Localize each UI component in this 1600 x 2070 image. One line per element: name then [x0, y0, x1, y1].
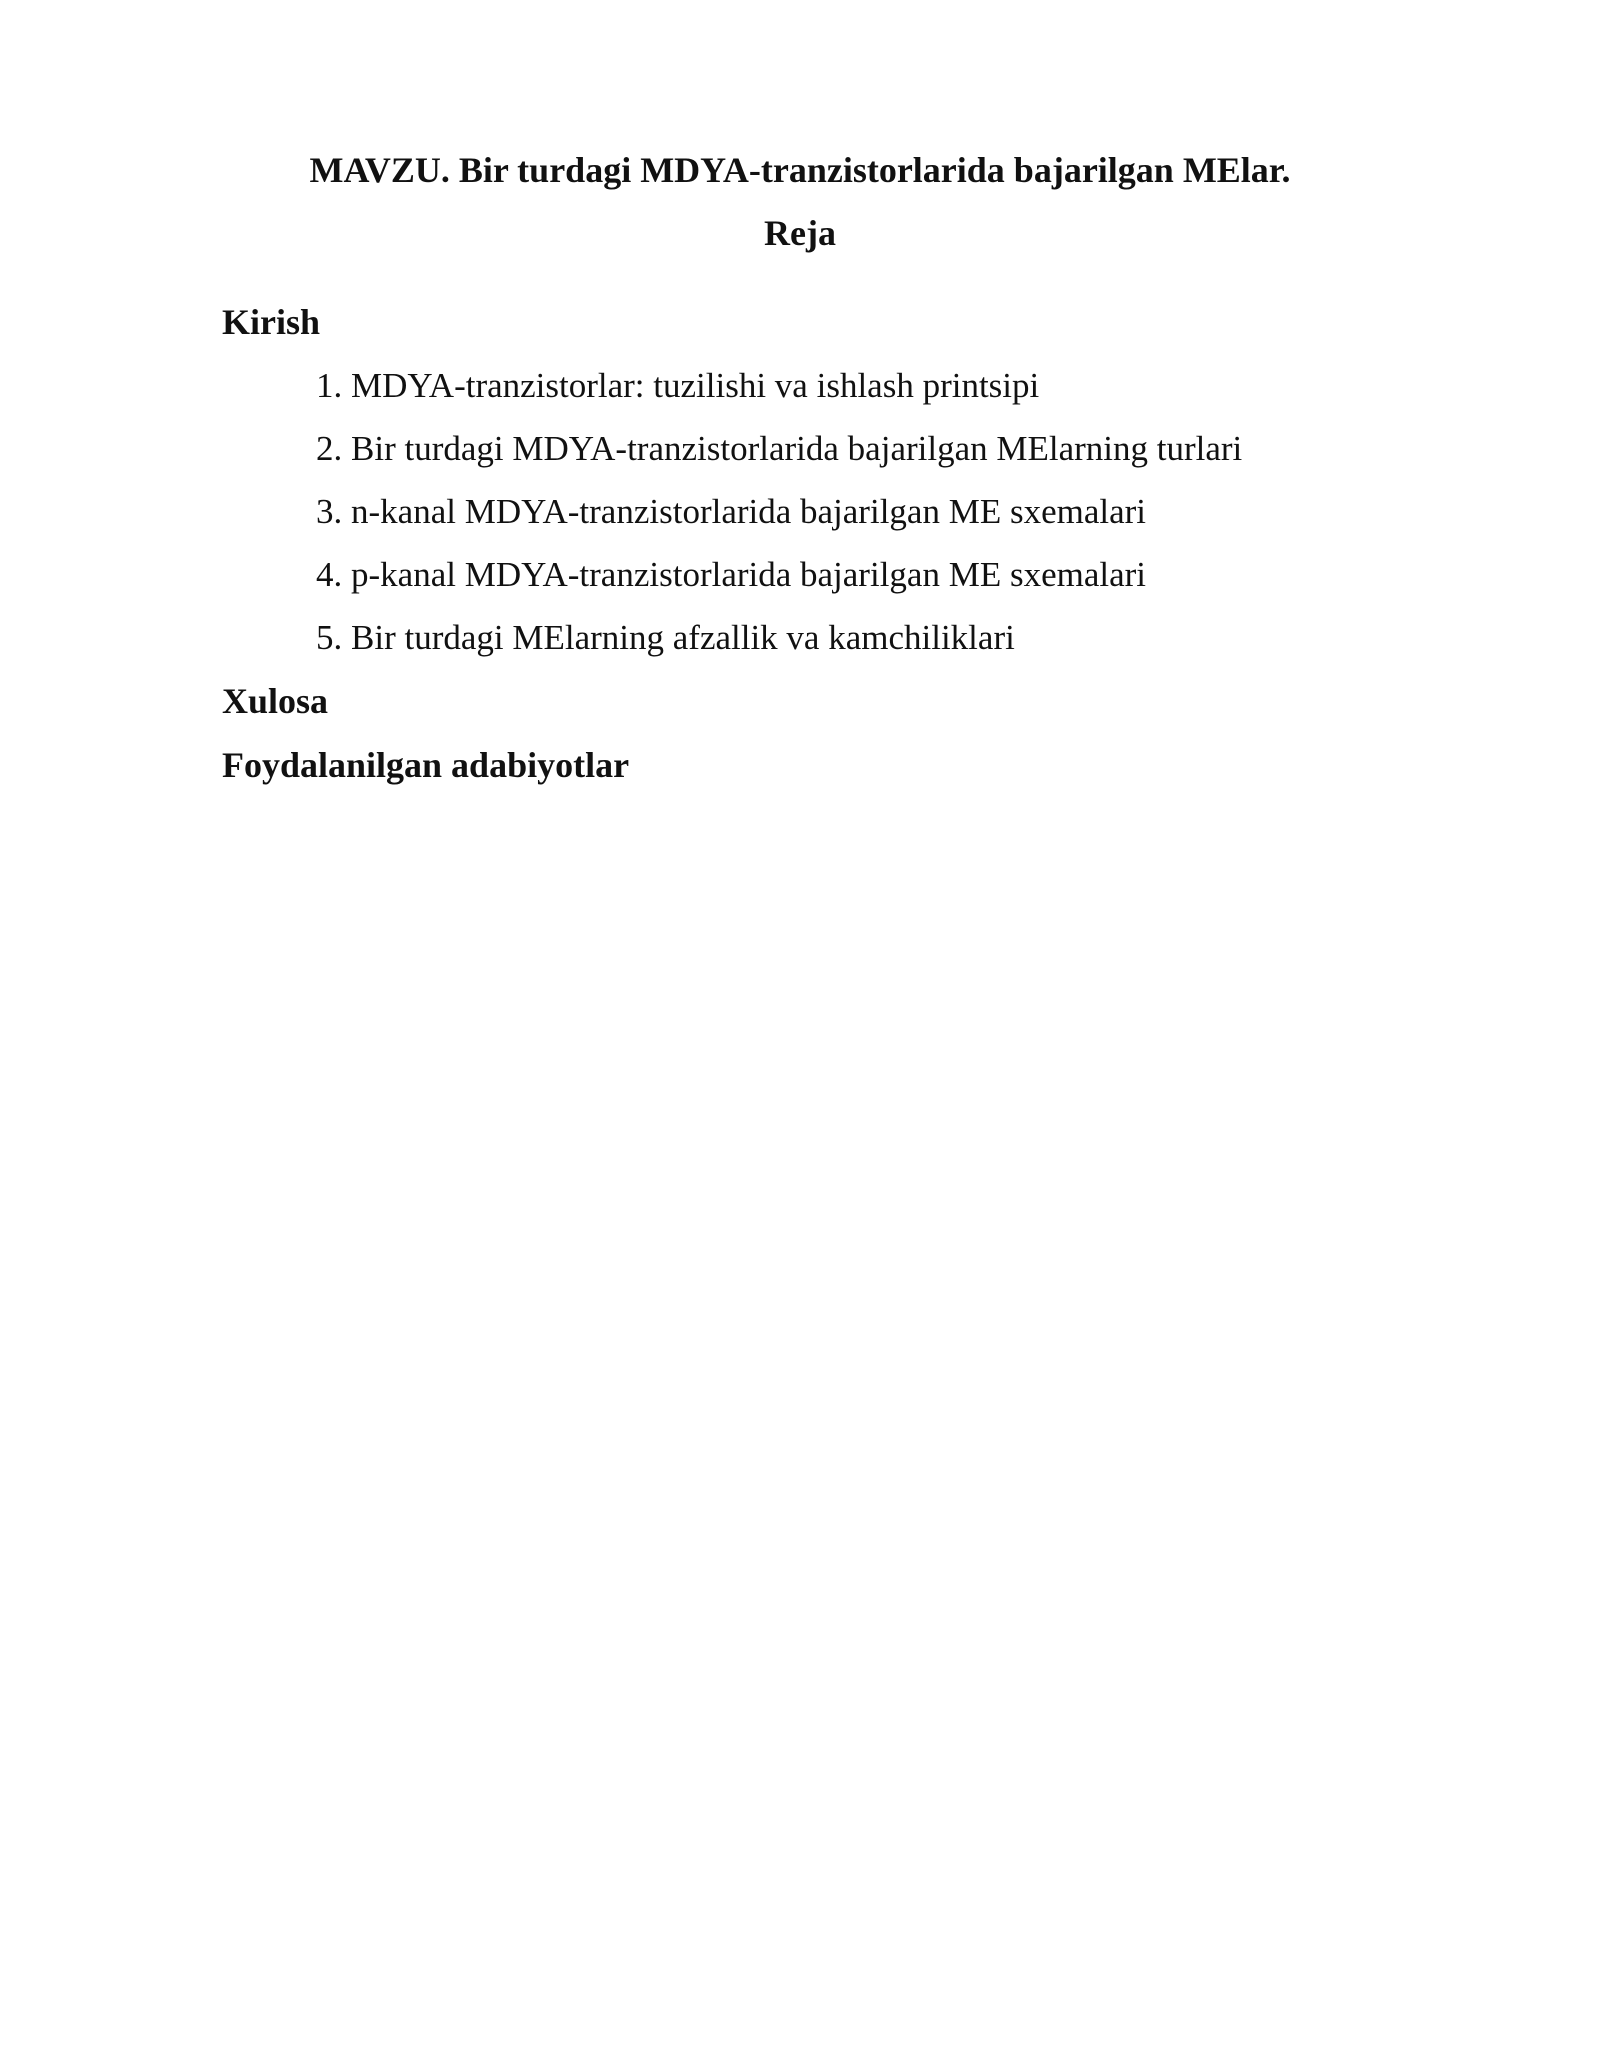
outline-item-text: MDYA-tranzistorlar: tuzilishi va ishlash printsipi — [351, 366, 1040, 405]
outline-item-2 — [316, 427, 1242, 490]
document-subtitle: Reja — [764, 213, 836, 253]
outline-list — [316, 364, 1242, 679]
outline-item-number: 3. — [316, 492, 343, 531]
outline-item-number: 4. — [316, 555, 343, 594]
section-intro: Kirish — [222, 302, 321, 342]
outline-item-number: 1. — [316, 366, 343, 405]
outline-item-5 — [316, 616, 1242, 679]
section-conclusion: Xulosa — [222, 681, 329, 721]
outline-item-number: 5. — [316, 618, 343, 657]
outline-item-text: n-kanal MDYA-tranzistorlarida bajarilgan ME sxemalari — [351, 492, 1147, 531]
outline-item-3 — [316, 490, 1242, 553]
outline-item-1 — [316, 364, 1242, 427]
document-title: MAVZU. Bir turdagi MDYA-tranzistorlarida bajarilgan MElar. — [309, 150, 1291, 190]
outline-item-4 — [316, 553, 1242, 616]
outline-item-text: p-kanal MDYA-tranzistorlarida bajarilgan ME sxemalari — [351, 555, 1147, 594]
outline-item-text: Bir turdagi MElarning afzallik va kamchiliklari — [351, 618, 1015, 657]
section-references: Foydalanilgan adabiyotlar — [222, 745, 630, 785]
outline-item-number: 2. — [316, 429, 343, 468]
outline-item-text: Bir turdagi MDYA-tranzistorlarida bajarilgan MElarning turlari — [351, 429, 1243, 468]
